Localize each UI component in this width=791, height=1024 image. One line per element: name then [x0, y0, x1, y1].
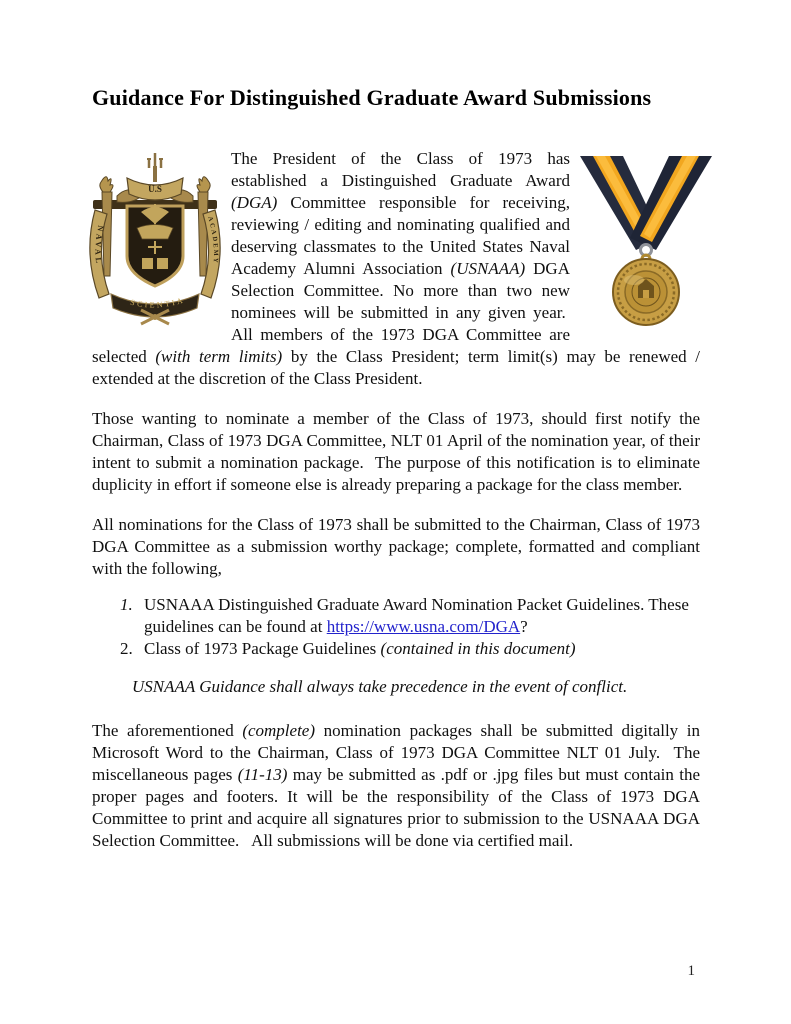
submission-details-paragraph — [92, 720, 700, 852]
list-marker: 2. — [120, 639, 133, 658]
final-complete-note: (complete) — [242, 721, 315, 740]
final-segment: may be submitted as .pdf or .jpg files but must contain the proper pages and footers. It will be the responsibility of the Class of 1973 DGA Committee to print and acquire all signatures prior to submission to the USNAAA DGA Selection Committee. All submissions will be done via certified mail. — [92, 765, 700, 850]
notification-paragraph: Those wanting to nominate a member of the Class of 1973, should first notify the Chairman, Class of 1973 DGA Committee, NLT 01 April of the nomination year, of their intent to submit a nomination package. The purpose of this notification is to eliminate duplicity in effort if someone else is already preparing a package for the class member. — [92, 409, 700, 494]
list-marker: 1. — [120, 595, 133, 614]
intro-segment: DGA Selection Committee. No more than two new nominees will be submitted in any given year. All members of the 1973 DGA Committee are selected — [92, 259, 570, 366]
intro-usnaaa-abbrev: (USNAAA) — [450, 259, 526, 278]
usna-crest-image — [85, 150, 225, 340]
page-title: Guidance For Distinguished Graduate Award Submissions — [92, 85, 652, 110]
list-item-text: USNAAA Distinguished Graduate Award Nomination Packet Guidelines. These guidelines can be found at — [144, 595, 689, 636]
document-content — [92, 85, 700, 852]
list-item-text: ? — [520, 617, 528, 636]
list-item-text: Class of 1973 Package Guidelines — [144, 639, 381, 658]
final-segment: nomination packages shall be submitted digitally in Microsoft Word to the Chairman, Class of 1973 DGA Committee NLT 01 July. The miscellaneous pages — [92, 721, 701, 784]
page-number: 1 — [687, 963, 695, 979]
intro-segment: Committee responsible for receiving, reviewing / editing and nominating qualified and deserving classmates to the United States Naval Academy Alumni Association — [231, 193, 570, 278]
intro-term-limits: (with term limits) — [155, 347, 283, 366]
crest-us-label: U.S — [148, 184, 162, 194]
list-item-note: (contained in this document) — [380, 639, 576, 658]
list-item-class-guidelines — [92, 638, 700, 660]
dga-medal-image — [572, 142, 720, 332]
naval-academy-crest-icon — [85, 150, 225, 328]
intro-dga-abbrev: (DGA) — [231, 193, 278, 212]
intro-segment: The President of the Class of 1973 has established a Distinguished Graduate Award — [231, 149, 570, 190]
submission-requirements-paragraph: All nominations for the Class of 1973 shall be submitted to the Chairman, Class of 1973 DGA Committee as a submission worthy package; complete, formatted and compliant with the following, — [92, 515, 700, 578]
dga-medal-icon — [572, 142, 720, 330]
list-item-usnaaa-guidelines — [92, 594, 700, 638]
precedence-note: USNAAA Guidance shall always take precedence in the event of conflict. — [132, 677, 628, 696]
final-segment: The aforementioned — [92, 721, 243, 740]
guidelines-list — [92, 594, 700, 660]
final-pages-note: (11-13) — [237, 765, 288, 784]
crest-academy-label: ACADEMY — [206, 215, 220, 265]
crest-naval-label: NAVAL — [93, 224, 106, 267]
crest-motto-label: SCIENTIA — [129, 295, 187, 310]
usna-dga-link[interactable]: https://www.usna.com/DGA — [326, 617, 521, 636]
intro-segment: by the Class President; term limit(s) may be renewed / extended at the discretion of the Class President. — [92, 347, 700, 388]
intro-paragraph — [92, 148, 700, 390]
